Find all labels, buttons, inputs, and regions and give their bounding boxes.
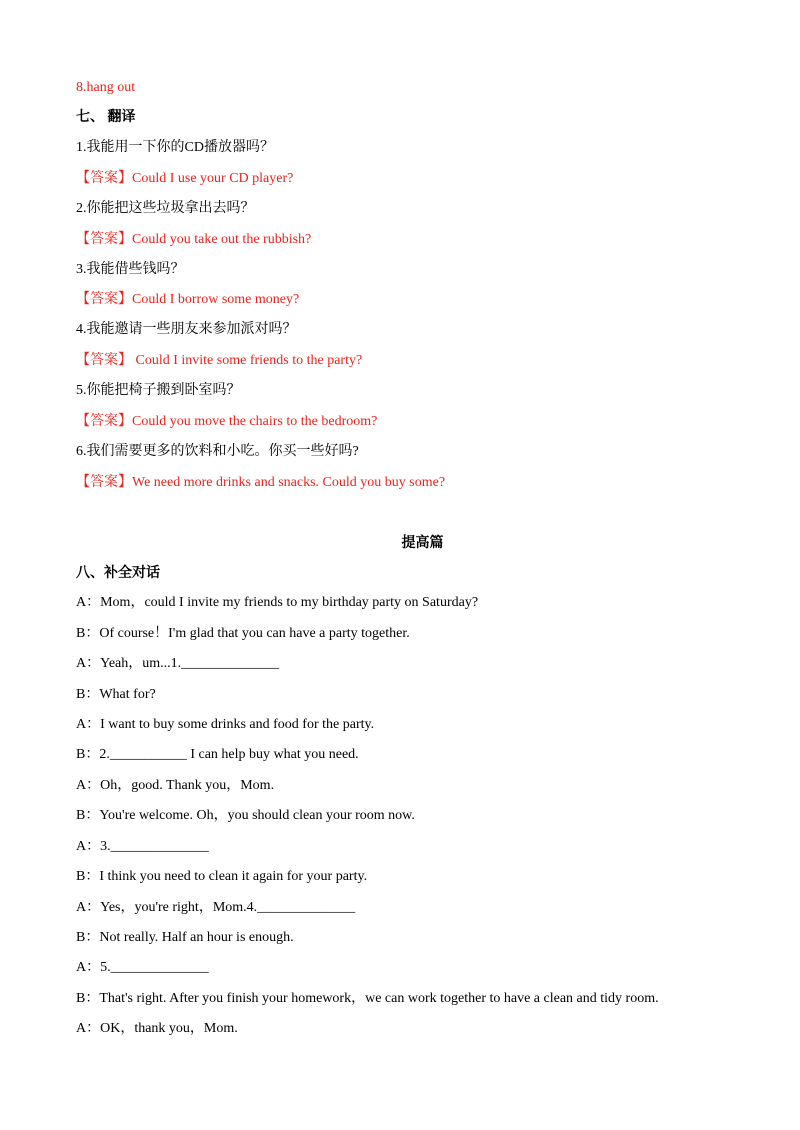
translation-answer-4: 【答案】 Could I invite some friends to the party? [76, 353, 363, 368]
translation-question-6: 6.我们需要更多的饮料和小吃。你买一些好吗? [76, 444, 359, 459]
translation-question-5: 5.你能把椅子搬到卧室吗？ [76, 383, 241, 398]
translation-answer-6: 【答案】We need more drinks and snacks. Could you buy some? [76, 475, 446, 490]
dialogue-line-5: A：I want to buy some drinks and food for the party. [76, 717, 375, 732]
translation-answer-5: 【答案】Could you move the chairs to the bedroom? [76, 414, 378, 429]
dialogue-line-7: A：Oh，good. Thank you，Mom. [76, 778, 275, 793]
translation-answer-1: 【答案】Could I use your CD player? [76, 171, 294, 186]
answer-line-8: 8.hang out [76, 80, 136, 95]
dialogue-line-14: B：That's right. After you finish your homework，we can work together to have a clean and tidy room. [76, 991, 659, 1006]
translation-question-2: 2.你能把这些垃圾拿出去吗？ [76, 201, 255, 216]
translation-answer-2: 【答案】Could you take out the rubbish? [76, 232, 312, 247]
dialogue-line-3: A：Yeah，um...1.______________ [76, 656, 280, 671]
dialogue-line-9: A：3.______________ [76, 839, 209, 854]
translation-question-1: 1.我能用一下你的CD播放器吗？ [76, 140, 274, 155]
dialogue-line-11: A：Yes，you're right，Mom.4.______________ [76, 900, 356, 915]
dialogue-line-10: B：I think you need to clean it again for your party. [76, 869, 368, 884]
dialogue-line-12: B：Not really. Half an hour is enough. [76, 930, 294, 945]
translation-question-4: 4.我能邀请一些朋友来参加派对吗？ [76, 322, 297, 337]
advanced-section-title: 提高篇 [401, 536, 444, 551]
dialogue-line-13: A：5.______________ [76, 960, 209, 975]
dialogue-line-4: B：What for? [76, 687, 156, 702]
section-7-heading: 七、 翻译 [76, 110, 136, 125]
section-8-heading: 八、补全对话 [76, 566, 160, 581]
dialogue-line-1: A：Mom，could I invite my friends to my birthday party on Saturday? [76, 595, 479, 610]
translation-question-3: 3.我能借些钱吗？ [76, 262, 185, 277]
translation-answer-3: 【答案】Could I borrow some money? [76, 292, 300, 307]
dialogue-line-6: B：2.___________ I can help buy what you need. [76, 747, 359, 762]
dialogue-line-15: A：OK，thank you，Mom. [76, 1021, 238, 1036]
dialogue-line-2: B：Of course！I'm glad that you can have a party together. [76, 626, 410, 641]
dialogue-line-8: B：You're welcome. Oh，you should clean your room now. [76, 808, 415, 823]
